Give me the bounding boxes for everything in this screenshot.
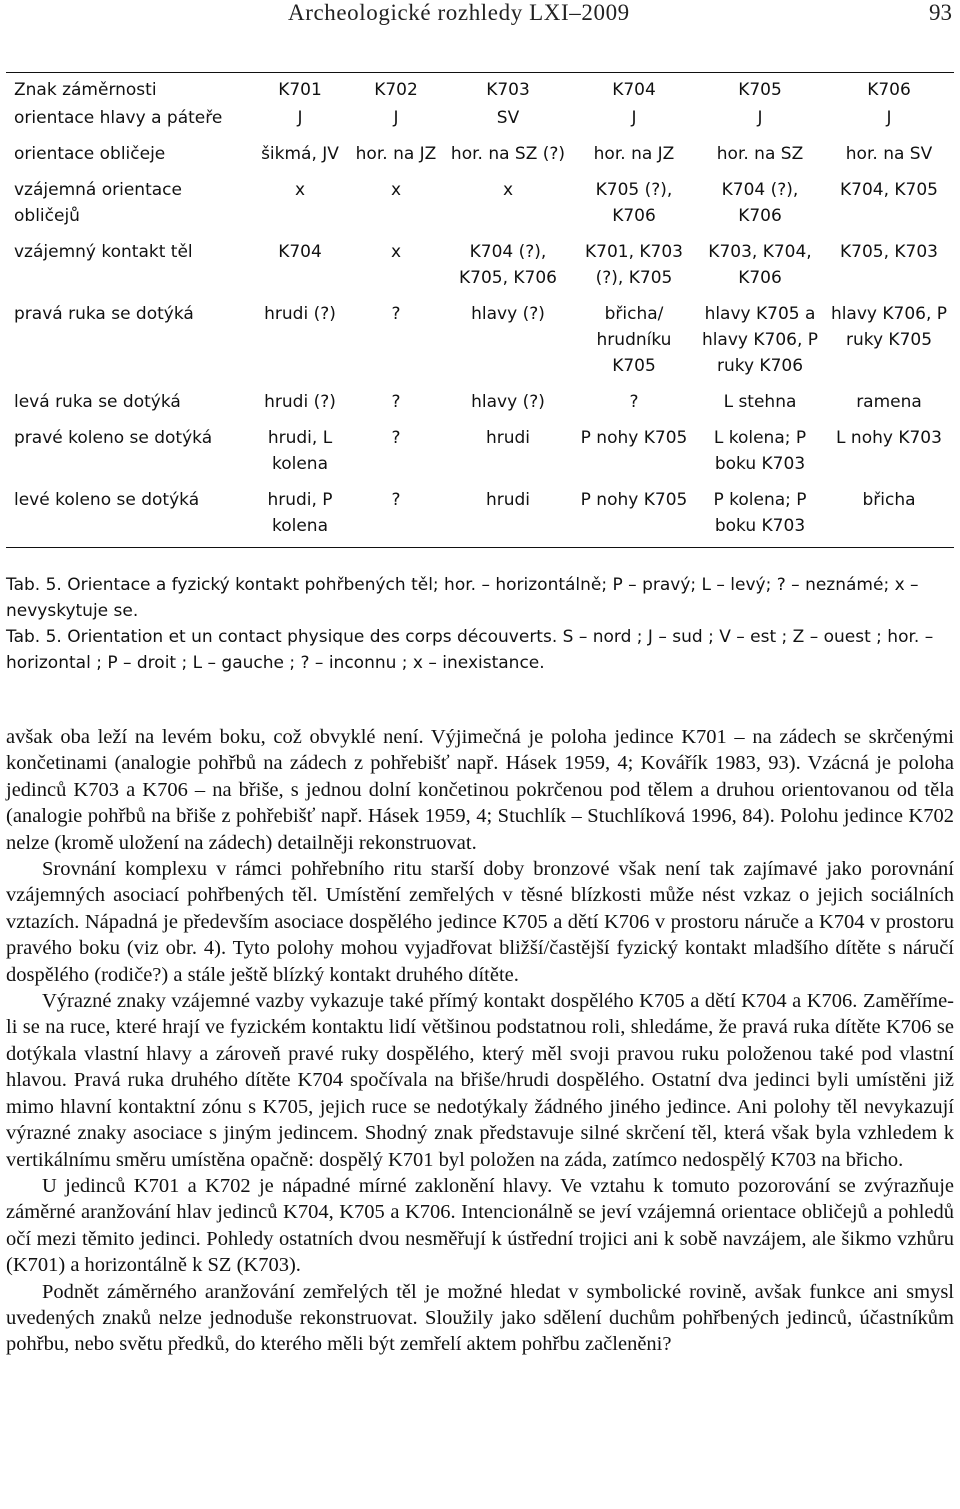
table-cell: L stehna (723, 392, 797, 412)
table-cell: K703, K704, K706 (708, 242, 812, 288)
table-cell: hlavy (?) (471, 304, 545, 324)
table-cell: hor. na SZ (?) (450, 144, 566, 164)
table-row (6, 387, 954, 423)
table-header-cell: K703 (486, 80, 530, 100)
caption-czech: Tab. 5. Orientace a fyzický kontakt pohřbených těl; hor. – horizontálně; P – pravý; L – levý; ? – neznámé; x – nevyskytuje se. (6, 575, 919, 621)
table-cell: L kolena; P boku K703 (713, 428, 807, 474)
paragraph: Výrazné znaky vzájemné vazby vykazuje také přímý kontakt dospělého K705 a dětí K704 a K706. Zaměříme-li se na ruce, které hrají ve fyzickém kontaktu lidí většinou podstatnou roli, shledáme, že pravá ruka dítěte K706 se dotýkala vlastní hlavy a zároveň pravé ruky dospělého, který měl svoji pravou ruku položenou také pod vlastní hlavou. Pravá ruka druhého dítěte K704 spočívala na břiše/hrudi dospělého. Ostatní dva jedinci byli umístěni již mimo hlavní kontaktní zónu s K705, jejich ruce se nedotýkaly žádného jiného jedince. Ani polohy těl nevykazují výrazné znaky asociace s jiným jedincem. Shodný znak představuje silné skrčení těl, která však byla vzhledem k vertikálnímu směru umístěna opačně: dospělý K701 byl položen na záda, zatímco nedospělý K703 na břicho. (6, 990, 954, 1171)
table-cell: hrudi (485, 428, 531, 448)
table-header-row (6, 73, 954, 103)
paragraph: avšak oba leží na levém boku, což obvyklé není. Výjimečná je poloha jedince K701 – na zádech se skrčenými končetinami (analogie pohřbů na zádech z pohřebišť např. Hásek 1959, 4; Kovářík 1983, 93). Vzácná je poloha jedinců K703 a K706 – na břiše, s jednou dolní končetinou pokrčenou pod tělem a druhou orientovanou od těla (analogie pohřbů na břiše z pohřebišť např. Hásek 1959, 4; Stuchlík – Stuchlíková 1996, 84). Polohu jedince K702 nelze (kromě uložení na zádech) detailněji rekonstruovat. (6, 726, 954, 854)
table-cell: břicha (862, 490, 916, 510)
paragraph: U jedinců K701 a K702 je nápadné mírné zaklonění hlavy. Ve vztahu k tomuto pozorování se zvýrazňuje záměrné aranžování hlav jedinců K704, K705 a K706. Intencionálně se jeví vzájemná orientace obličejů a pohledů očí mezi těmito jedinci. Pohledy ostatních dvou nesměřují k ústřední trojici ani k sobě navzájem, ale šikmo vzhůru (K701) a horizontálně k SZ (K703). (6, 1174, 954, 1277)
table-row (6, 237, 954, 299)
table-cell: hor. na SV (845, 144, 933, 164)
table-cell: SV (496, 108, 520, 128)
table-cell: K704 (?), K706 (721, 180, 799, 226)
row-label: orientace obličeje (14, 144, 166, 164)
page-header (0, 0, 960, 30)
paragraph: Srovnání komplexu v rámci pohřebního ritu starší doby bronzové však není tak zajímavé jako porovnání vzájemných asociací pohřbených těl. Umístění zemřelých v těsné blízkosti může nést vzkaz o jejich sociálních vztazích. Nápadná je především asociace dospělého jedince K705 a dětí K706 v prostoru náruče a K704 v prostoru pravého boku (viz obr. 4). Tyto polohy mohou vyjadřovat bližší/častější fyzický kontakt mladšího dítěte s náručí dospělého (rodiče?) a stále ještě blízký kontakt druhého dítěte. (6, 858, 954, 986)
paragraph: Podnět záměrného aranžování zemřelých těl je možné hledat v symbolické rovině, avšak funkce ani smysl uvedených znaků nelze jednoduše rekonstruovat. Sloužily jako sdělení duchům pohřbených jedinců, účastníkům pohřbu, nebo světu předků, do kterého měli být zemřelí aktem pohřbu začleněni? (6, 1280, 954, 1356)
row-label: vzájemný kontakt těl (14, 242, 193, 262)
table-cell: x (294, 180, 306, 200)
table-cell: hrudi (?) (264, 392, 336, 412)
table-cell: ? (629, 392, 639, 412)
table-cell: ? (391, 392, 401, 412)
table-header-cell: K706 (867, 80, 911, 100)
table-cell: šikmá, JV (261, 144, 339, 164)
row-label: orientace hlavy a páteře (14, 108, 223, 128)
table-cell: hlavy (?) (471, 392, 545, 412)
page-number: 93 (929, 0, 952, 25)
table-cell: K705 (?), K706 (595, 180, 673, 226)
table-cell: hlavy K705 a hlavy K706, P ruky K706 (701, 304, 819, 376)
table-cell: J (631, 108, 637, 128)
table-header-cell: K705 (738, 80, 782, 100)
table-cell: hrudi (?) (264, 304, 336, 324)
table-cell: K705, K703 (840, 242, 938, 262)
table-cell: hor. na JZ (593, 144, 675, 164)
table-cell: hor. na JZ (355, 144, 437, 164)
table-cell: x (390, 242, 402, 262)
table-cell: ? (391, 428, 401, 448)
table-cell: hor. na SZ (716, 144, 804, 164)
table-cell: hrudi, P kolena (267, 490, 333, 536)
row-label: pravá ruka se dotýká (14, 304, 194, 324)
table-cell: břicha/ hrudníku K705 (596, 304, 672, 376)
table-row (6, 299, 954, 387)
table-cell: hrudi, L kolena (267, 428, 333, 474)
table-cell: K704, K705 (840, 180, 938, 200)
table-header-cell: Znak záměrnosti (14, 80, 157, 100)
table-cell: x (390, 180, 402, 200)
table-cell: P kolena; P boku K703 (713, 490, 807, 536)
caption-french: Tab. 5. Orientation et un contact physique des corps découverts. S – nord ; J – sud ; V – est ; Z – ouest ; hor. – horizontal ; P – droit ; L – gauche ; ? – inconnu ; x – inexistance. (6, 627, 934, 673)
table-cell: J (297, 108, 303, 128)
data-table (6, 73, 954, 547)
table-cell: x (502, 180, 514, 200)
table-cell: J (757, 108, 763, 128)
orientation-table (6, 72, 954, 548)
table-cell: hlavy K706, P ruky K705 (830, 304, 948, 350)
table-header-cell: K702 (374, 80, 418, 100)
table-cell: K701, K703 (?), K705 (585, 242, 683, 288)
table-row (6, 485, 954, 547)
table-row (6, 103, 954, 139)
table-header-cell: K701 (278, 80, 322, 100)
table-cell: J (393, 108, 399, 128)
table-cell: ramena (856, 392, 922, 412)
row-label: pravé koleno se dotýká (14, 428, 213, 448)
table-cell: K704 (?), K705, K706 (459, 242, 557, 288)
table-row (6, 175, 954, 237)
table-row (6, 423, 954, 485)
running-title: Archeologické rozhledy LXI–2009 (288, 0, 630, 25)
table-cell: P nohy K705 (580, 490, 688, 510)
table-cell: hrudi (485, 490, 531, 510)
table-caption (6, 572, 956, 676)
article-body (6, 724, 954, 1358)
table-cell: ? (391, 490, 401, 510)
row-label: levá ruka se dotýká (14, 392, 181, 412)
table-cell: L nohy K703 (836, 428, 942, 448)
table-header-cell: K704 (612, 80, 656, 100)
table-cell: J (886, 108, 892, 128)
row-label: vzájemná orientace obličejů (14, 180, 182, 226)
table-cell: ? (391, 304, 401, 324)
row-label: levé koleno se dotýká (14, 490, 200, 510)
table-row (6, 139, 954, 175)
table-cell: K704 (278, 242, 322, 262)
table-cell: P nohy K705 (580, 428, 688, 448)
